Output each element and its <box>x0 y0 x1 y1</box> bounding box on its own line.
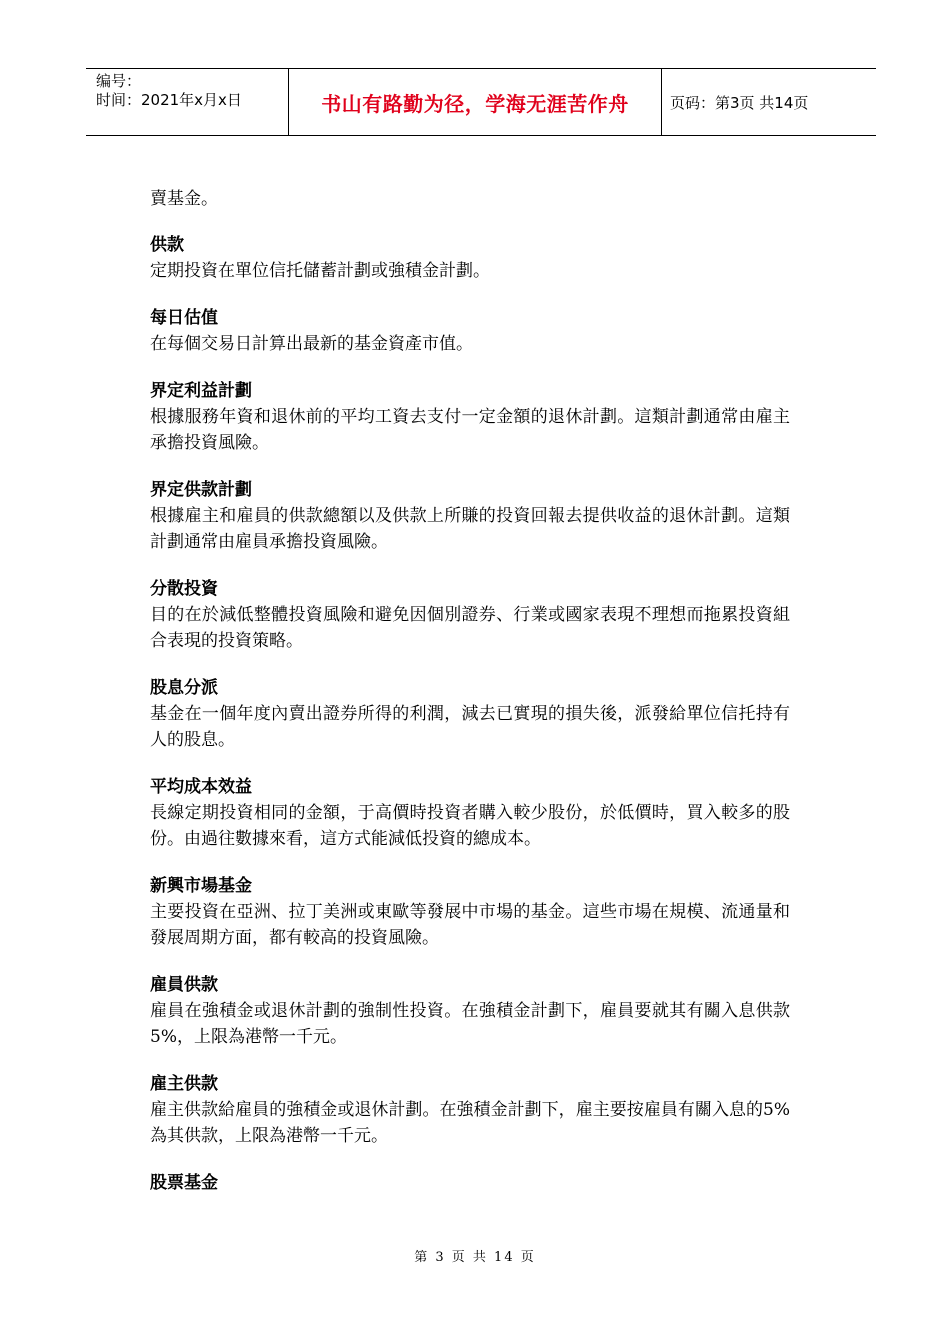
document-body <box>150 186 790 1217</box>
glossary-entry <box>150 774 790 852</box>
glossary-term: 界定利益計劃 <box>150 381 252 401</box>
glossary-term: 股息分派 <box>150 678 218 698</box>
glossary-term: 分散投資 <box>150 579 218 599</box>
page-footer: 第 3 页 共 14 页 <box>414 1250 536 1265</box>
document-time-label: 时间：2021年x月x日 <box>96 91 242 109</box>
glossary-entry <box>150 305 790 357</box>
glossary-definition: 主要投資在亞洲、拉丁美洲或東歐等發展中市場的基金。這些市場在規模、流通量和發展周期方面，都有較高的投資風險。 <box>150 902 790 948</box>
glossary-entry <box>150 1170 790 1196</box>
glossary-definition: 在每個交易日計算出最新的基金資產市值。 <box>150 334 473 354</box>
glossary-term: 雇主供款 <box>150 1074 218 1094</box>
glossary-definition: 根據雇主和雇員的供款總額以及供款上所賺的投資回報去提供收益的退休計劃。這類計劃通常由雇員承擔投資風險。 <box>150 506 790 552</box>
header-info-cell <box>86 69 288 135</box>
glossary-term: 雇員供款 <box>150 975 218 995</box>
glossary-definition: 定期投資在單位信托儲蓄計劃或強積金計劃。 <box>150 261 490 281</box>
glossary-definition: 目的在於減低整體投資風險和避免因個別證券、行業或國家表現不理想而拖累投資組合表現的投資策略。 <box>150 605 790 651</box>
glossary-definition: 根據服務年資和退休前的平均工資去支付一定金額的退休計劃。這類計劃通常由雇主承擔投資風險。 <box>150 407 790 453</box>
document-number-label: 编号： <box>96 72 142 90</box>
glossary-definition: 雇主供款給雇員的強積金或退休計劃。在強積金計劃下，雇主要按雇員有關入息的5%為其供款，上限為港幣一千元。 <box>150 1100 790 1146</box>
glossary-entry <box>150 1071 790 1149</box>
glossary-entry <box>150 873 790 951</box>
glossary-term: 股票基金 <box>150 1173 218 1193</box>
glossary-entry <box>150 576 790 654</box>
glossary-term: 界定供款計劃 <box>150 480 252 500</box>
header-table <box>86 68 876 136</box>
header-motto: 书山有路勤为径，学海无涯苦作舟 <box>321 91 629 116</box>
glossary-definition: 長線定期投資相同的金額，于高價時投資者購入較少股份，於低價時，買入較多的股份。由過往數據來看，這方式能減低投資的總成本。 <box>150 803 790 849</box>
glossary-definition: 基金在一個年度內賣出證券所得的利潤，減去已實現的損失後，派發給單位信托持有人的股息。 <box>150 704 790 750</box>
glossary-term: 供款 <box>150 235 184 255</box>
glossary-entry <box>150 378 790 456</box>
glossary-term: 平均成本效益 <box>150 777 252 797</box>
glossary-entry <box>150 477 790 555</box>
glossary-definition: 雇員在強積金或退休計劃的強制性投資。在強積金計劃下，雇員要就其有關入息供款5%，上限為港幣一千元。 <box>150 1001 790 1047</box>
glossary-term: 每日估值 <box>150 308 218 328</box>
glossary-term: 新興市場基金 <box>150 876 252 896</box>
header-motto-cell <box>288 69 662 135</box>
header-page-number: 页码：第3页 共14页 <box>670 93 809 112</box>
glossary-entry <box>150 232 790 284</box>
glossary-entry <box>150 675 790 753</box>
header-page-cell <box>662 69 876 135</box>
glossary-entry <box>150 972 790 1050</box>
continued-text: 賣基金。 <box>150 189 218 209</box>
